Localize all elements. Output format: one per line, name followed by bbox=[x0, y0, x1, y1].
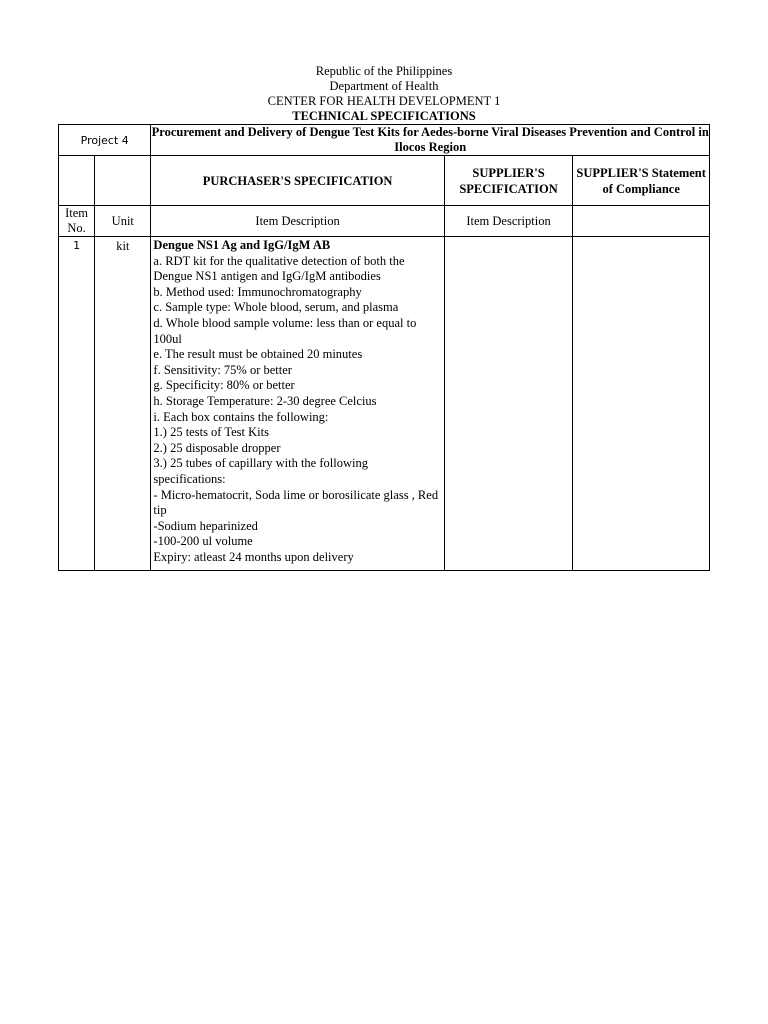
spec-line: h. Storage Temperature: 2-30 degree Celcius bbox=[153, 393, 377, 408]
col-item-description: Item Description bbox=[151, 206, 444, 237]
empty-cell bbox=[95, 156, 151, 206]
header-center: CENTER FOR HEALTH DEVELOPMENT 1 bbox=[267, 94, 501, 108]
column-header-row bbox=[59, 206, 710, 237]
project-title: Procurement and Delivery of Dengue Test Kits for Aedes-borne Viral Diseases Prevention and Control in Ilocos Region bbox=[151, 125, 709, 154]
spec-line: b. Method used: Immunochromatography bbox=[153, 284, 362, 299]
spec-line: - Micro-hematocrit, Soda lime or borosilicate glass , Red tip bbox=[153, 487, 439, 518]
spec-line: g. Specificity: 80% or better bbox=[153, 378, 295, 393]
spec-line: e. The result must be obtained 20 minutes bbox=[153, 347, 363, 362]
spec-table bbox=[58, 124, 710, 571]
page-title: TECHNICAL SPECIFICATIONS bbox=[292, 109, 476, 123]
supplier-description-cell bbox=[444, 237, 573, 571]
spec-line: -100-200 ul volume bbox=[153, 534, 253, 549]
supplier-compliance-header: SUPPLIER'S Statement of Compliance bbox=[573, 156, 710, 206]
spec-line: Expiry: atleast 24 months upon delivery bbox=[153, 549, 354, 564]
project-row bbox=[59, 125, 710, 156]
project-label: Project 4 bbox=[59, 125, 151, 156]
spec-line: d. Whole blood sample volume: less than or equal to 100ul bbox=[153, 315, 417, 346]
item-number: 1 bbox=[59, 237, 95, 571]
col-compliance bbox=[573, 206, 710, 237]
supplier-spec-header: SUPPLIER'S SPECIFICATION bbox=[444, 156, 573, 206]
header-republic: Republic of the Philippines bbox=[315, 64, 453, 78]
compliance-cell bbox=[573, 237, 710, 571]
purchaser-spec-header: PURCHASER'S SPECIFICATION bbox=[151, 156, 444, 206]
item-spec-list bbox=[153, 254, 439, 566]
spec-line: i. Each box contains the following: bbox=[153, 409, 329, 424]
spec-header-row bbox=[59, 156, 710, 206]
header-department: Department of Health bbox=[329, 79, 439, 93]
col-item-no: Item No. bbox=[59, 206, 95, 237]
item-name: Dengue NS1 Ag and IgG/IgM AB bbox=[153, 238, 331, 252]
spec-line: a. RDT kit for the qualitative detection of both the Dengue NS1 antigen and IgG/IgM antibodies bbox=[153, 253, 405, 284]
spec-line: 1.) 25 tests of Test Kits bbox=[153, 425, 269, 440]
item-description bbox=[151, 237, 444, 571]
col-unit: Unit bbox=[95, 206, 151, 237]
col-supplier-item-description: Item Description bbox=[444, 206, 573, 237]
empty-cell bbox=[59, 156, 95, 206]
spec-line: c. Sample type: Whole blood, serum, and plasma bbox=[153, 300, 399, 315]
table-row bbox=[59, 237, 710, 571]
spec-line: 3.) 25 tubes of capillary with the following specifications: bbox=[153, 456, 368, 486]
item-unit: kit bbox=[95, 237, 151, 571]
spec-line: 2.) 25 disposable dropper bbox=[153, 440, 281, 455]
spec-line: f. Sensitivity: 75% or better bbox=[153, 362, 292, 377]
spec-line: -Sodium heparinized bbox=[153, 518, 258, 533]
